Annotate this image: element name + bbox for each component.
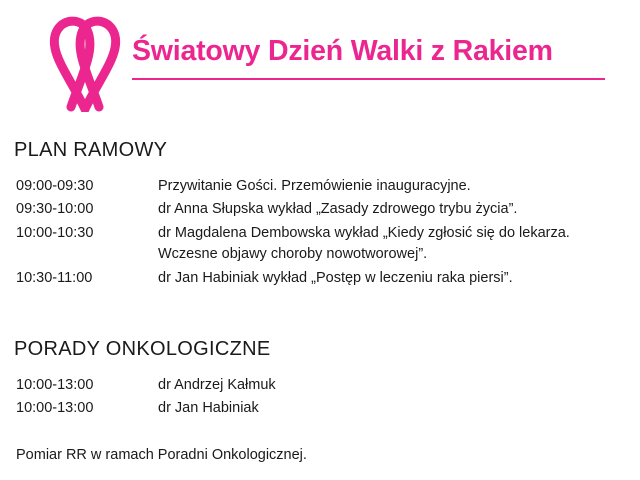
- schedule-row: [16, 268, 616, 289]
- schedule-description: dr Anna Słupska wykład „Zasady zdrowego trybu życia”.: [158, 201, 518, 218]
- schedule-time: 09:30-10:00: [16, 201, 94, 218]
- schedule-row: [16, 398, 616, 419]
- schedule-description: dr Jan Habiniak: [158, 400, 259, 417]
- schedule-row: [16, 375, 616, 396]
- schedule-row: [16, 199, 616, 220]
- title-block: [132, 36, 614, 80]
- title-divider: [132, 78, 605, 80]
- schedule-row: [16, 223, 616, 266]
- section-heading-porady: PORADY ONKOLOGICZNE: [14, 338, 271, 360]
- schedule-list-porady: [16, 375, 616, 422]
- schedule-time: 09:00-09:30: [16, 178, 94, 194]
- schedule-time: 10:30-11:00: [16, 269, 93, 286]
- schedule-description: dr Andrzej Kałmuk: [158, 377, 276, 393]
- page-title: Światowy Dzień Walki z Rakiem: [132, 35, 553, 67]
- schedule-time: 10:00-10:30: [16, 224, 94, 241]
- schedule-description: Przywitanie Gości. Przemówienie inauguracyjne.: [158, 178, 471, 194]
- schedule-row: [16, 176, 616, 197]
- schedule-list-plan: [16, 176, 616, 291]
- schedule-time: 10:00-13:00: [16, 400, 94, 417]
- document-header: [0, 0, 640, 120]
- schedule-description: dr Magdalena Dembowska wykład „Kiedy zgłosić się do lekarza. Wczesne objawy choroby nowotworowej”.: [158, 224, 570, 263]
- section-heading-plan: PLAN RAMOWY: [14, 139, 168, 161]
- footnote: Pomiar RR w ramach Poradni Onkologicznej.: [16, 447, 307, 463]
- schedule-description: dr Jan Habiniak wykład „Postęp w leczeniu raka piersi”.: [158, 269, 513, 286]
- schedule-time: 10:00-13:00: [16, 377, 94, 393]
- pink-ribbon-icon: [40, 12, 130, 112]
